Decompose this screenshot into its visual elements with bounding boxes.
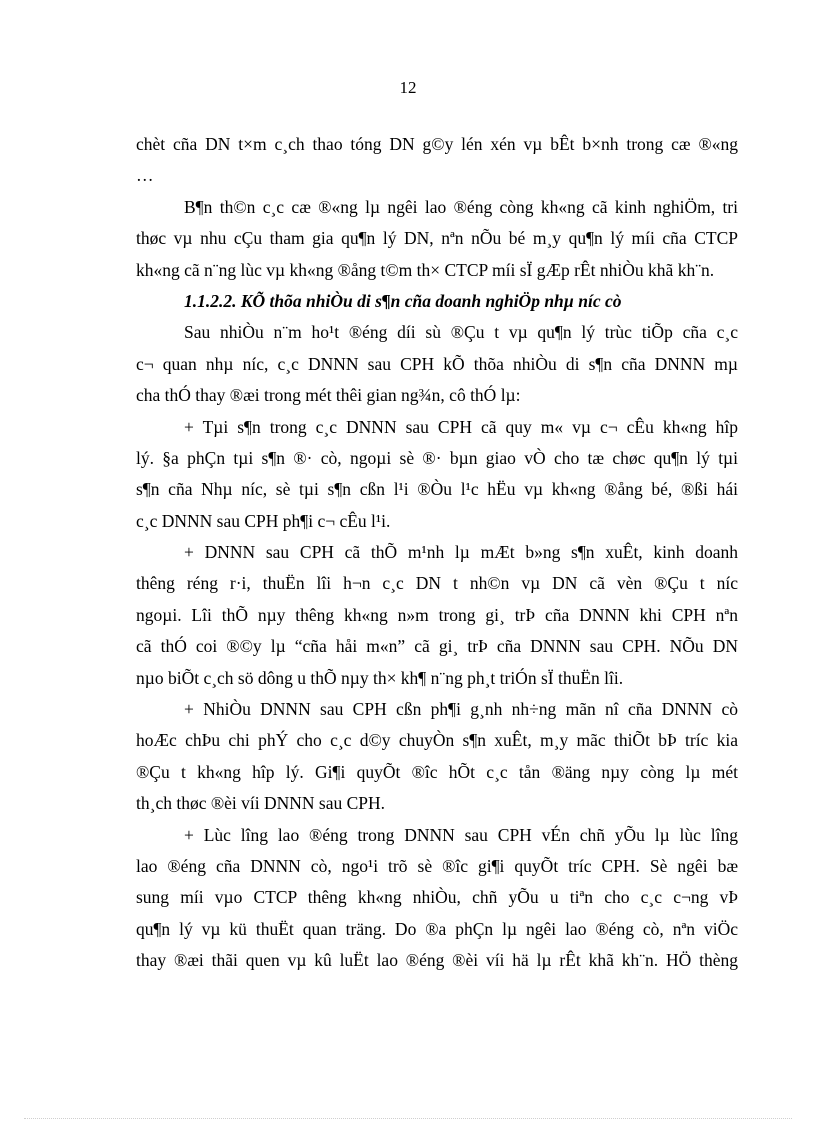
text-line: + NhiÒu DNNN sau CPH cßn ph¶i g¸nh nh÷ng mãn nî cña DNNN cò xyxy=(184,699,738,720)
text-line: + DNNN sau CPH cã thÕ m¹nh lµ mÆt b»ng s¶n xuÊt, kinh doanh xyxy=(184,542,738,563)
text-line: ngoµi. Lîi thÕ nµy thêng kh«ng n»m trong gi¸ trÞ cña DNNN khi CPH nªn xyxy=(136,604,738,625)
section-heading: 1.1.2.2. KÕ thõa nhiÒu di s¶n cña doanh nghiÖp nhµ níc cò xyxy=(184,290,622,311)
text-line: thêng réng r·i, thuËn lîi h¬n c¸c DN t nh©n vµ DN cã vèn ®Çu t níc xyxy=(136,573,738,594)
text-line: + Tµi s¶n trong c¸c DNNN sau CPH cã quy m« vµ c¬ cÊu kh«ng hîp xyxy=(184,416,738,437)
text-line: kh«ng cã n¨ng lùc vµ kh«ng ®ång t©m th× CTCP míi sÏ gÆp rÊt nhiÒu khã kh¨n. xyxy=(136,259,715,280)
page-bottom-divider xyxy=(24,1118,792,1119)
text-line: chèt cña DN t×m c¸ch thao tóng DN g©y lén xén vµ bÊt b×nh trong cæ ®«ng xyxy=(136,134,738,154)
text-line: … xyxy=(136,165,154,186)
text-line: B¶n th©n c¸c cæ ®«ng lµ ngêi lao ®éng còng kh«ng cã kinh nghiÖm, tri xyxy=(184,196,738,217)
text-line: thøc vµ nhu cÇu tham gia qu¶n lý DN, nªn nÕu bé m¸y qu¶n lý míi cña CTCP xyxy=(136,228,738,249)
text-line: + Lùc lîng lao ®éng trong DNNN sau CPH vÉn chñ yÕu lµ lùc lîng xyxy=(184,824,738,845)
text-line: qu¶n lý vµ kü thuËt quan träng. Do ®a phÇn lµ ngêi lao ®éng cò, nªn viÖc xyxy=(136,918,738,939)
text-line: nµo biÕt c¸ch sö dông u thÕ nµy th× kh¶ n¨ng ph¸t triÓn sÏ thuËn lîi. xyxy=(136,667,624,688)
text-line: hoÆc chÞu chi phÝ cho c¸c d©y chuyÒn s¶n xuÊt, m¸y mãc thiÕt bÞ tríc kia xyxy=(136,730,738,751)
text-line: ®Çu t kh«ng hîp lý. Gi¶i quyÕt ®îc hÕt c¸c tån ®äng nµy còng lµ mét xyxy=(136,761,738,782)
text-line: s¶n cña Nhµ níc, sè tµi s¶n cßn l¹i ®Òu l¹c hËu vµ kh«ng ®ång bé, ®ßi hái xyxy=(136,479,738,500)
text-line: cã thÓ coi ®©y lµ “cña håi m«n” cã gi¸ trÞ cña DNNN sau CPH. NÕu DN xyxy=(136,636,738,657)
text-line: lý. §a phÇn tµi s¶n ®· cò, ngoµi sè ®· bµn giao vÒ cho tæ chøc qu¶n lý tµi xyxy=(136,447,738,468)
text-line: thay ®æi thãi quen vµ kû luËt lao ®éng ®èi víi hä lµ rÊt khã kh¨n. HÖ thèng xyxy=(136,950,738,971)
text-line: Sau nhiÒu n¨m ho¹t ®éng díi sù ®Çu t vµ qu¶n lý trùc tiÕp cña c¸c xyxy=(184,322,738,343)
text-line: c¬ quan nhµ níc, c¸c DNNN sau CPH kÕ thõa nhiÒu di s¶n cña DNNN mµ xyxy=(136,353,738,374)
text-line: th¸ch thøc ®èi víi DNNN sau CPH. xyxy=(136,793,386,814)
text-line: sung míi vµo CTCP thêng kh«ng nhiÒu, chñ yÕu u tiªn cho c¸c c¬ng vÞ xyxy=(136,887,738,908)
page-number: 12 xyxy=(399,78,417,97)
text-line: cha thÓ thay ®æi trong mét thêi gian ng¾n, cô thÓ lµ: xyxy=(136,385,521,406)
text-line: lao ®éng cña DNNN cò, ngo¹i trõ sè ®îc gi¶i quyÕt tríc CPH. Sè ngêi bæ xyxy=(136,855,738,876)
text-line: c¸c DNNN sau CPH ph¶i c¬ cÊu l¹i. xyxy=(136,510,391,531)
document-body xyxy=(136,129,738,977)
